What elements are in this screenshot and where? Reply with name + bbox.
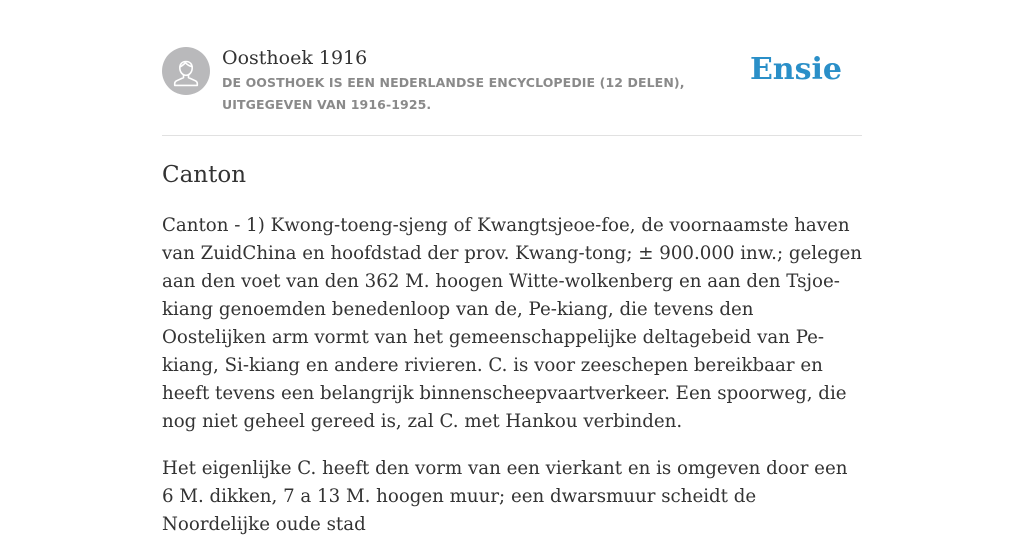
source-name[interactable]: Oosthoek 1916 bbox=[222, 47, 368, 69]
source-description: DE OOSTHOEK IS EEN NEDERLANDSE ENCYCLOPEDIE (12 DELEN), UITGEGEVEN VAN 1916-1925. bbox=[222, 75, 685, 112]
article-paragraph: Canton - 1) Kwong-toeng-sjeng of Kwangtsjeoe-foe, de voornaamste haven van ZuidChina en hoofdstad der prov. Kwang-tong; ± 900.000 inw.; gelegen aan den voet van den 362 M. hoogen Witte-wolkenberg en aan den Tsjoe-kiang genoemden benedenloop van de, Pe-kiang, die tevens den Oostelijken arm vormt van het gemeenschappelijke deltagebeid van Pe-kiang, Si-kiang en andere rivieren. C. is voor zeeschepen bereikbaar en heeft tevens een belangrijk binnenscheepvaartverkeer. Een spoorweg, die nog niet geheel gereed is, zal C. met Hankou verbinden. bbox=[162, 215, 862, 432]
article-paragraph: Het eigenlijke C. heeft den vorm van een vierkant en is omgeven door een 6 M. dikken, 7 a 13 M. hoogen muur; een dwarsmuur scheidt de Noordelijke oude stad bbox=[162, 458, 848, 535]
avatar bbox=[162, 47, 210, 95]
header-divider bbox=[162, 135, 862, 136]
article-title: Canton bbox=[162, 162, 247, 188]
article-body bbox=[162, 212, 862, 558]
user-silhouette-icon bbox=[162, 47, 210, 95]
brand-logo-link[interactable]: Ensie bbox=[749, 52, 842, 87]
source-header bbox=[162, 46, 862, 118]
